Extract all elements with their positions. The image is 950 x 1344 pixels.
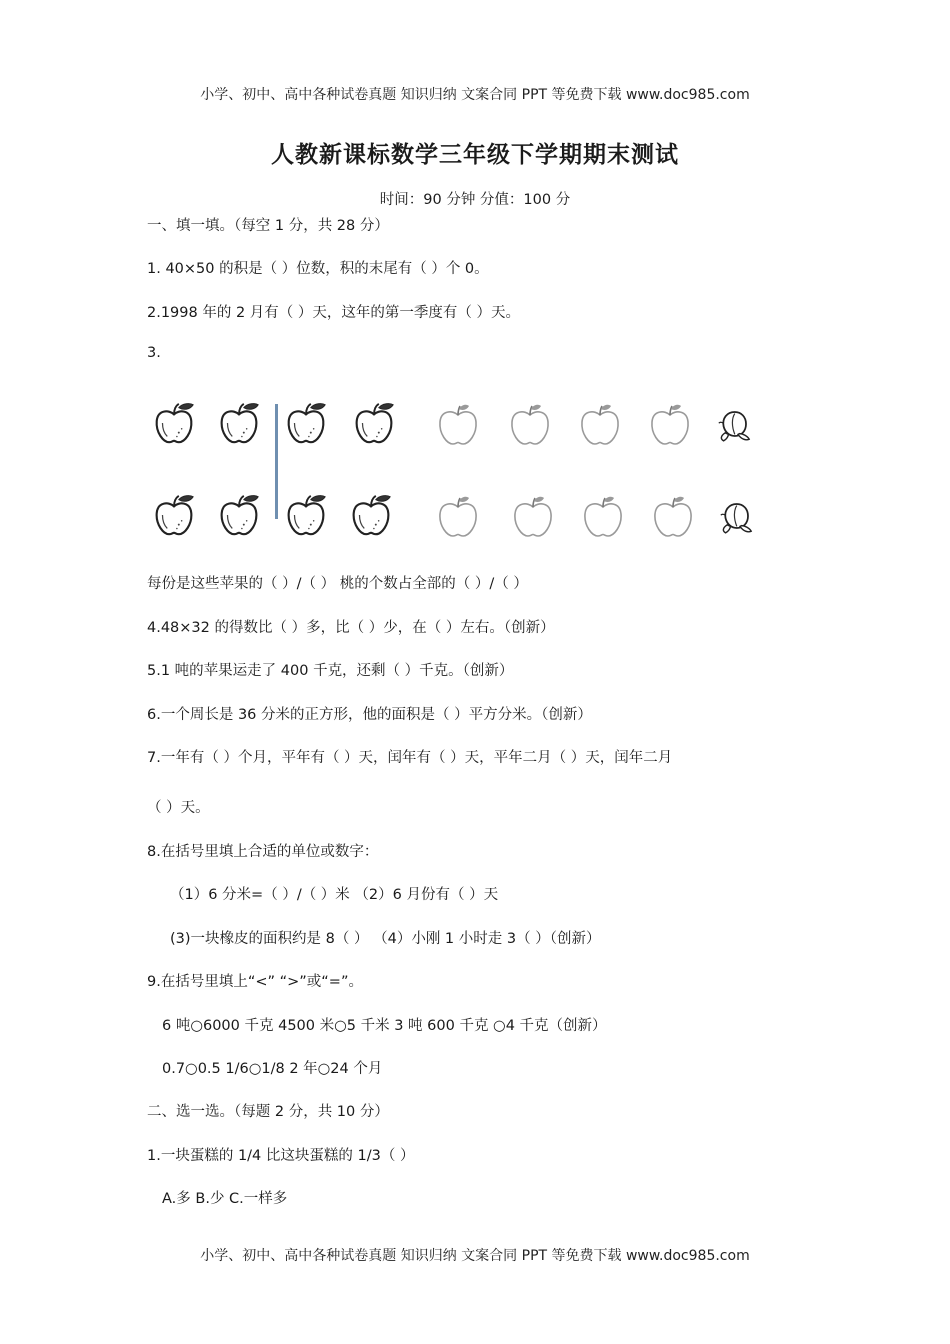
apple-icon bbox=[215, 400, 263, 448]
question-1-7-line2: （ ）天。 bbox=[147, 800, 210, 816]
question-1-4: 4.48×32 的得数比（ ）多，比（ ）少，在（ ）左右。（创新） bbox=[147, 620, 555, 636]
apple-icon bbox=[347, 492, 395, 540]
apple-icon bbox=[350, 400, 398, 448]
question-1-9: 9.在括号里填上“<” “>”或“=”。 bbox=[147, 974, 363, 990]
question-1-9-row-a: 6 吨○6000 千克 4500 米○5 千米 3 吨 600 千克 ○4 千克（创新） bbox=[162, 1018, 607, 1034]
question-2-1-options: A.多 B.少 C.一样多 bbox=[162, 1191, 288, 1207]
apple-icon bbox=[645, 400, 695, 450]
apple-icon bbox=[433, 492, 483, 542]
apple-icon bbox=[150, 492, 198, 540]
exam-info: 时间：90 分钟 分值：100 分 bbox=[379, 192, 571, 208]
apple-icon bbox=[150, 400, 198, 448]
question-1-8: 8.在括号里填上合适的单位或数字： bbox=[147, 844, 379, 860]
apple-icon bbox=[433, 400, 483, 450]
question-1-7-line1: 7.一年有（ ）个月，平年有（ ）天，闰年有（ ）天，平年二月（ ）天，闰年二月 bbox=[147, 750, 673, 766]
group-divider bbox=[275, 404, 278, 519]
question-1-6: 6.一个周长是 36 分米的正方形，他的面积是（ ）平方分米。（创新） bbox=[147, 707, 592, 723]
apple-icon bbox=[575, 400, 625, 450]
section2-heading: 二、选一选。（每题 2 分，共 10 分） bbox=[147, 1104, 389, 1120]
apple-icon bbox=[505, 400, 555, 450]
question-1-2: 2.1998 年的 2 月有（ ）天，这年的第一季度有（ ）天。 bbox=[147, 305, 521, 321]
question-1-5: 5.1 吨的苹果运走了 400 千克，还剩（ ）千克。（创新） bbox=[147, 663, 514, 679]
question-1-3-answer: 每份是这些苹果的（ ）/（ ） 桃的个数占全部的（ ）/（ ） bbox=[147, 576, 528, 592]
question-1-3-label: 3. bbox=[147, 345, 161, 361]
apple-icon bbox=[508, 492, 558, 542]
page-title: 人教新课标数学三年级下学期期末测试 bbox=[271, 142, 679, 168]
question-2-1: 1.一块蛋糕的 1/4 比这块蛋糕的 1/3（ ） bbox=[147, 1148, 415, 1164]
peach-icon bbox=[714, 404, 754, 444]
header-note: 小学、初中、高中各种试卷真题 知识归纳 文案合同 PPT 等免费下载 www.doc985.com bbox=[200, 87, 750, 103]
footer-note: 小学、初中、高中各种试卷真题 知识归纳 文案合同 PPT 等免费下载 www.doc985.com bbox=[200, 1248, 750, 1264]
question-1-8-part-a: （1）6 分米=（ ）/（ ）米 （2）6 月份有（ ）天 bbox=[170, 887, 499, 903]
question-1-8-part-b: (3)一块橡皮的面积约是 8（ ） （4）小刚 1 小时走 3（ ）（创新） bbox=[170, 931, 601, 947]
question-1-1: 1. 40×50 的积是（ ）位数，积的末尾有（ ）个 0。 bbox=[147, 261, 489, 277]
apple-icon bbox=[215, 492, 263, 540]
question-1-9-row-b: 0.7○0.5 1/6○1/8 2 年○24 个月 bbox=[162, 1061, 383, 1077]
apple-icon bbox=[648, 492, 698, 542]
apple-icon bbox=[282, 400, 330, 448]
section1-heading: 一、填一填。（每空 1 分，共 28 分） bbox=[147, 218, 389, 234]
peach-icon bbox=[716, 496, 756, 536]
apple-icon bbox=[282, 492, 330, 540]
apple-icon bbox=[578, 492, 628, 542]
